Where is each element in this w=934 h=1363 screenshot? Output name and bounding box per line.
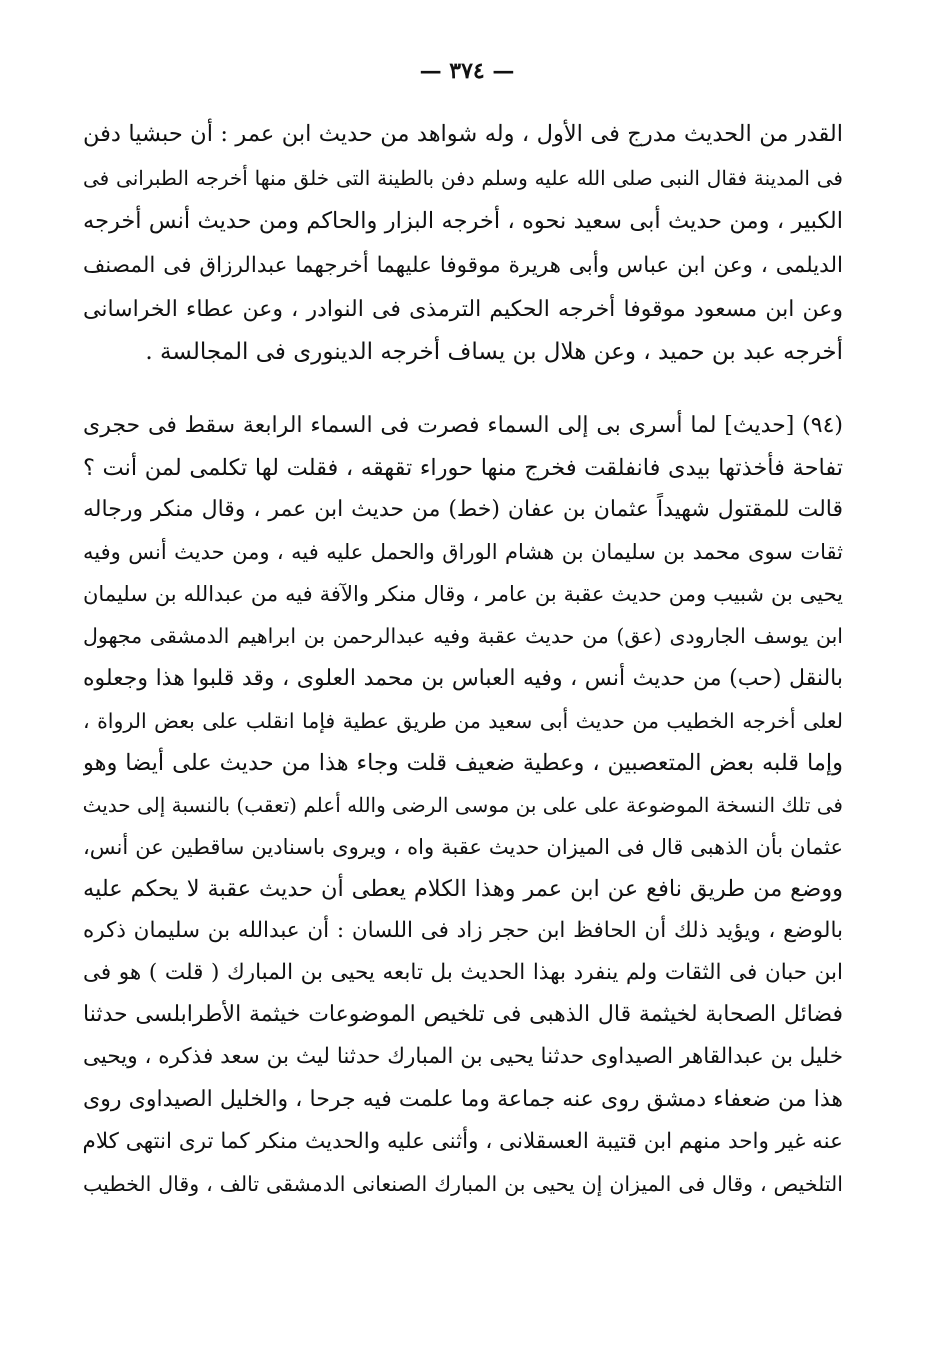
- page-number: — ٣٧٤ —: [419, 58, 515, 84]
- text-line: فى تلك النسخة الموضوعة على على بن موسى الرضى والله أعلم (تعقب) بالنسبة إلى حديث: [83, 792, 843, 817]
- text-line: يحيى بن شبيب ومن حديث عقبة بن عامر ، وقال منكر والآفة فيه من عبدالله بن سليمان: [83, 582, 843, 607]
- text-line: بالنقل (حب) من حديث أنس ، وفيه العباس بن محمد العلوى ، وقد قلبوا هذا وجعلوه: [83, 665, 843, 691]
- text-line: ووضع من طريق نافع عن ابن عمر وهذا الكلام يعطى أن حديث عقبة لا يحكم عليه: [83, 876, 843, 903]
- text-line: قالت للمقتول شهيداً عثمان بن عفان (خط) من حديث ابن عمر ، وقال منكر ورجاله: [83, 497, 843, 523]
- text-line: وعن ابن مسعود موقوفا أخرجه الحكيم الترمذى فى النوادر ، وعن عطاء الخراسانى: [83, 296, 843, 322]
- text-line: لعلى أخرجه الخطيب من حديث أبى سعيد من طريق عطية فإما انقلب على بعض الرواة ،: [83, 708, 843, 733]
- text-line: هذا من ضعفاء دمشق روى عنه جماعة وما علمت فيه جرحا ، والخليل الصيداوى روى: [83, 1086, 843, 1112]
- text-line: ثقات سوى محمد بن سليمان بن هشام الوراق والحمل عليه فيه ، ومن حديث أنس وفيه: [83, 540, 843, 565]
- paragraph-hadith-94: [83, 405, 843, 1205]
- text-line: القدر من الحديث مدرج فى الأول ، وله شواهد من حديث ابن عمر : أن حبشيا دفن: [83, 121, 843, 147]
- text-line: (٩٤) [حديث] لما أسرى بى إلى السماء فصرت فى السماء الرابعة سقط فى حجرى: [83, 413, 843, 438]
- text-line: عنه غير واحد منهم ابن قتيبة العسقلانى ، وأثنى عليه والحديث منكر كما ترى انتهى كلام: [83, 1128, 843, 1154]
- text-line: ابن يوسف الجارودى (عق) من حديث عقبة وفيه عبدالرحمن بن ابراهيم الدمشقى مجهول: [83, 624, 843, 649]
- text-line: عثمان بأن الذهبى قال فى الميزان حديث عقبة واه ، ويروى باسنادين ساقطين عن أنس،: [83, 834, 843, 859]
- text-line: الكبير ، ومن حديث أبى سعيد نحوه ، أخرجه البزار والحاكم ومن حديث أنس أخرجه: [83, 208, 843, 235]
- text-line: خليل بن عبدالقاهر الصيداوى حدثنا يحيى بن المبارك حدثنا ليث بن سعد فذكره ، ويحيى: [83, 1044, 843, 1070]
- text-line: تفاحة فأخذتها بيدى فانفلقت فخرج منها حوراء تقهقه ، فقلت لها تكلمى لمن أنت ؟: [83, 455, 843, 482]
- text-line: وإما قلبه بعض المتعصبين ، وعطية ضعيف قلت وجاء هذا من حديث على أيضا وهو: [83, 749, 843, 776]
- text-line: بالوضع ، ويؤيد ذلك أن الحافظ ابن حجر زاد فى اللسان : أن عبدالله بن سليمان ذكره: [83, 918, 843, 944]
- text-line: ابن حبان فى الثقات ولم ينفرد بهذا الحديث بل تابعه يحيى بن المبارك ( قلت ) هو فى: [83, 960, 843, 986]
- text-line: التلخيص ، وقال فى الميزان إن يحيى بن المبارك الصنعانى الدمشقى تالف ، وقال الخطيب: [83, 1171, 843, 1196]
- text-line: فى المدينة فقال النبى صلى الله عليه وسلم دفن بالطينة التى خلق منها أخرجه الطبرانى فى: [83, 165, 843, 190]
- text-line: أخرجه عبد بن حميد ، وعن هلال بن يساف أخرجه الدينورى فى المجالسة .: [145, 339, 843, 366]
- text-line: فضائل الصحابة لخيثمة قال الذهبى فى تلخيص الموضوعات خيثمة الأطرابلسى حدثنا: [83, 1002, 843, 1028]
- paragraph-hadith-93-continuation: [83, 113, 843, 375]
- text-line: الديلمى ، وعن ابن عباس وأبى هريرة موقوفا عليهما أخرجهما عبدالرزاق فى المصنف: [83, 253, 843, 279]
